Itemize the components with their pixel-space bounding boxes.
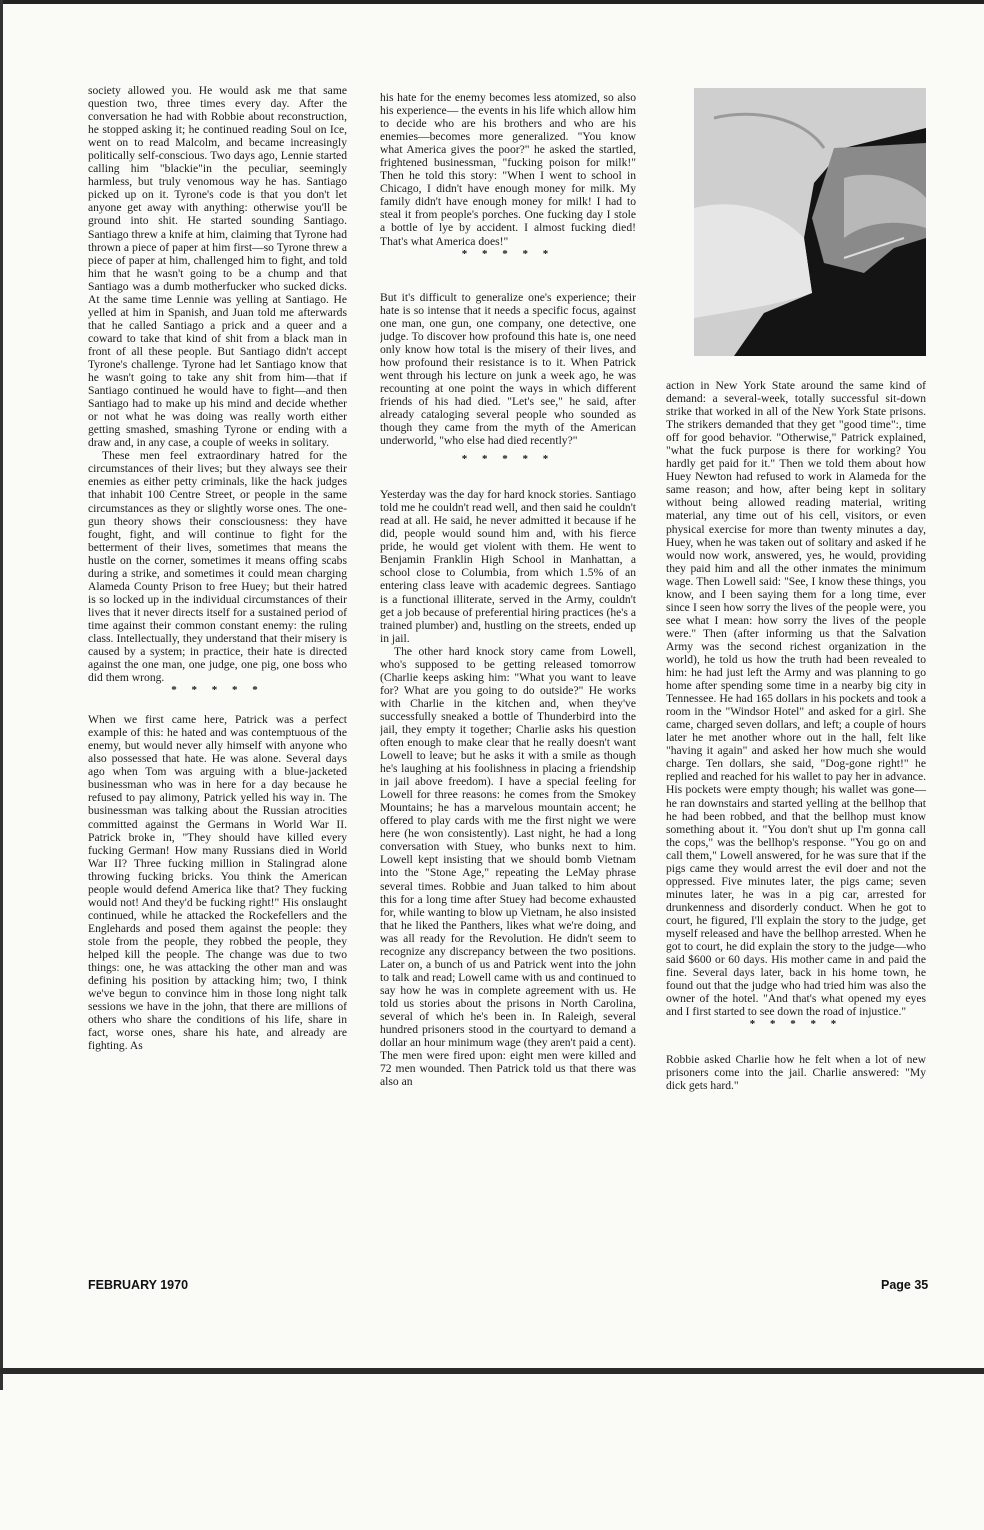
section-break-stars: * * * * * bbox=[749, 1018, 843, 1031]
section-break-stars: * * * * * bbox=[461, 247, 555, 260]
text-column-3 bbox=[666, 379, 926, 1269]
photo-icon bbox=[694, 88, 926, 356]
issue-date: FEBRUARY 1970 bbox=[88, 1278, 189, 1292]
text-column-2 bbox=[380, 91, 636, 1271]
section-break-stars: * * * * * bbox=[461, 453, 555, 466]
paragraph: Yesterday was the day for hard knock stories. Santiago told me he couldn't read well, and then said he couldn't read at all. He said, he never admitted it because if he did, people would sound him and, with his fierce pride, he would get violent with them. He went to Benjamin Franklin High School in Manhattan, a school close to Columbia, from which 1.5% of an entering class leave with academic degrees. Santiago is a functional illiterate, served in the Army, couldn't get a job because of preferential hiring practices (he's a trained plumber) and, hustling on the streets, ended up in jail. bbox=[380, 488, 636, 645]
paragraph: society allowed you. He would ask me that same question two, three times every day. After the conversation he had with Robbie about reconstruction, he stopped asking it; he continued reading Soul on Ice, went on to read Malcolm, and became increasingly politically self-conscious. Two days ago, Lennie started calling him "blackie"in the peculiar, seemingly harmless, but truly venomous way he has. Santiago picked up on it. Tyrone's code is that you don't let anyone get away with anything: otherwise you'll be ground into shit. He started sounding Santiago. Santiago threw a knife at him, claiming that Tyrone had thrown a piece of paper at him first—so Tyrone threw a piece of paper at him, challenged him to fight, and told him that he wasn't going to be a chump and that Santiago was a dumb motherfucker who sucked dicks. At the same time Lennie was yelling at Santiago. He yelled at him in Spanish, and Juan told me afterwards that he called Santiago a prick and a queer and a coward to take that kind of shit from a black man in front of all these people. But Santiago didn't accept Tyrone's challenge. Tyrone had let Santiago know that he wasn't going to take any shit from him—that if Santiago continued he would have to fight—and then Santiago had to make up his mind and decide whether or not what he was doing was really worth either getting smashed, smashing Tyrone or ending with a draw and, in any case, a couple of weeks in solitary. bbox=[88, 84, 347, 450]
bottom-border-rule bbox=[0, 1368, 984, 1374]
paragraph: Robbie asked Charlie how he felt when a lot of new prisoners come into the jail. Charlie answered: "My dick gets hard." bbox=[666, 1053, 926, 1093]
paragraph: But it's difficult to generalize one's experience; their hate is so intense that it needs a specific focus, against one man, one gun, one company, one detective, one judge. To discover how profound this hate is, one need only know how total is the misery of their lives, and how profound their resistance is to it. When Patrick went through his lecture on junk a week ago, he was recounting at one point the ways in which different friends of his had died. "Let's see," he said, after already cataloging several people who sounded as though they came from the myth of the American underworld, "who else had died recently?" bbox=[380, 290, 636, 448]
left-border-rule bbox=[0, 0, 3, 1390]
page-number: Page 35 bbox=[881, 1278, 929, 1292]
top-border-rule bbox=[0, 0, 984, 4]
paragraph: When we first came here, Patrick was a perfect example of this: he hated and was contemptuous of the enemy, but would never ally himself with anyone who also possessed that hate. He was alone. Several days ago when Tom was arguing with a blue-jacketed businessman who was in here for a day because he refused to pay alimony, Patrick yelled his way in. The businessman was talking about the Russian atrocities committed against the Germans in World War II. Patrick broke in, "They should have killed every fucking German! How many Russians died in World War II? Three fucking million in Stalingrad alone throwing fucking bricks. You think the American people would defend America like that? They fucking would not! And they'd be fucking right!" His onslaught continued, while he attacked the Rockefellers and the Englehards and posed them against the people: they stole from the people, they robbed the people, they helped kill the people. The change was due to two things: one, he was attacking the other man and was defining his position by attacking him; two, I think we've begun to convince him in those long night talk sessions we have in the john, that there are millions of others who share the conditions of his life, share in fact, worse ones, share his hate, and already are fighting. As bbox=[88, 713, 347, 1053]
section-break-stars: * * * * * bbox=[171, 684, 264, 697]
paragraph: action in New York State around the same kind of demand: a several-week, totally successful sit-down strike that worked in all of the New York State prisons. The strikers demanded that they get "good time":, time off for good behavior. "Otherwise," Patrick explained, "what the fuck purpose is there for working? You hardly get paid for it." Then we told them about how Huey Newton had refused to work in Alameda for the same reason; and how, after being kept in solitary without being allowed reading material, writing material, any time out of his cell, visitors, or even physical exercise for more than twenty minutes a day, Huey, when he was taken out of solitary and asked if he would now work, answered, yes, he would, providing they paid him and all the other inmates the minimum wage. Then Lowell said: "See, I know these things, you know, and I been saying them for a long time, ever since I seen how sorry the lives of the people were, you see what I mean: how sorry the lives of the people were." Then (after informing us that the Salvation Army was the second richest organization in the world), he told us how the truth had been revealed to him: he had just left the Army and was planning to go home after spending some time in a nearby big city in Tennessee. He had 165 dollars in his pockets and took a room in the "Windsor Hotel" and asked for a girl. She came, charged seven dollars, and left; a couple of hours later he met another whore out in the hall, felt like "having it again" and asked her how much she would charge. Ten dollars, she said, "Dog-gone right!" he replied and reached for his wallet to pay her in advance. His pockets were empty though; his wallet was gone—he ran downstairs and started yelling at the bellhop that he had been robbed, and that the bellhop must know something about it. "You don't shut up I'm gonna call the cops," was the bellhop's response. "You go on and call them," Lowell answered, for he was sure that if the pigs came they would arrest the evil doer and not the oppressed. Five minutes later, the pigs came; seven minutes later, he was in a pig car, arrested for drunkenness and disorderly conduct. When he got to court, he figured, I'll explain the story to the judge, get myself released and have the bellhop arrested. When he got to court, he did explain the story to the judge—who said $600 or 60 days. His mother came in and paid the fine. Several days later, back in his home town, he found out that the judge who had tried him was also the owner of the hotel. "And that's what opened my eyes and I first started to see down the road of injustice." bbox=[666, 379, 926, 1019]
paragraph: his hate for the enemy becomes less atomized, so also his experience— the events in his life which allow him to decide who are his brothers and who are his enemies—becomes more generalized. "You know what America gives the poor?" he asked the startled, frightened businessman, "fucking poison for milk!" Then he told this story: "When I went to school in Chicago, I didn't have enough money for milk. My family didn't have enough money for milk! I had to steal it from people's porches. One fucking day I stole a bottle of lye by accident. I almost fucking died! That's what America does!" bbox=[380, 91, 636, 248]
text-column-1 bbox=[88, 84, 347, 1269]
paragraph: The other hard knock story came from Lowell, who's supposed to be getting released tomorrow (Charlie keeps asking him: "What you want to leave for? What are you going to do outside?" He works with Charlie in the kitchen and, when they've successfully sneaked a bottle of Thunderbird into the jail, they empty it together; Charlie asks his question often enough to make clear that he really doesn't want Lowell to leave; but he asks it with a smile as though he's laughing at his foolishness in placing a friendship in jail above freedom). I have a special feeling for Lowell for three reasons: he comes from the Smokey Mountains; he has a marvelous mountain accent; he offered to play cards with me the first night we were here (he won consistently). Last night, he had a long conversation with Stuey, who bunks next to him. Lowell kept insisting that we should bomb Vietnam into the "Stone Age," repeating the LeMay phrase several times. Robbie and Juan talked to him about this for a long time after Stuey had become exhausted for, while wanting to blow up Vietnam, he also insisted that he liked the Panthers, likes what we're doing, and was all ready for the Revolution. He didn't seem to recognize any discrepancy between the two positions. Later on, a bunch of us and Patrick went into the john to talk and read; Lowell came with us and continued to say how he was in complete agreement with us. He told us stories about the prisons in North Carolina, several of which he's been in. In Raleigh, several hundred prisoners stood in the courtyard to demand a dollar an hour minimum wage (they aren't paid a cent). The men were fired upon: eight men were killed and 72 men wounded. Then Patrick told us that there was also an bbox=[380, 644, 636, 1089]
paragraph: These men feel extraordinary hatred for the circumstances of their lives; but they always see their enemies as either petty criminals, like the hack judges that inhabit 100 Centre Street, or people in the same circumstances as they or slightly worse ones. The one-gun theory shows their consciousness: they have fought, fight, and will continue to fight for the betterment of their lives, sometimes that means the hustle on the corner, sometimes it means offing scabs during a strike, and sometimes it could mean charging Alameda County Prison to free Huey; but their hatred is so locked up in the individual circumstances of their lives that it never directs itself for a sustained period of time against their common constant enemy: the ruling class. Intellectually, they understand that their misery is caused by a system; in practice, their hate is directed against the one man, one judge, one pig, one boss who did them wrong. bbox=[88, 449, 347, 685]
